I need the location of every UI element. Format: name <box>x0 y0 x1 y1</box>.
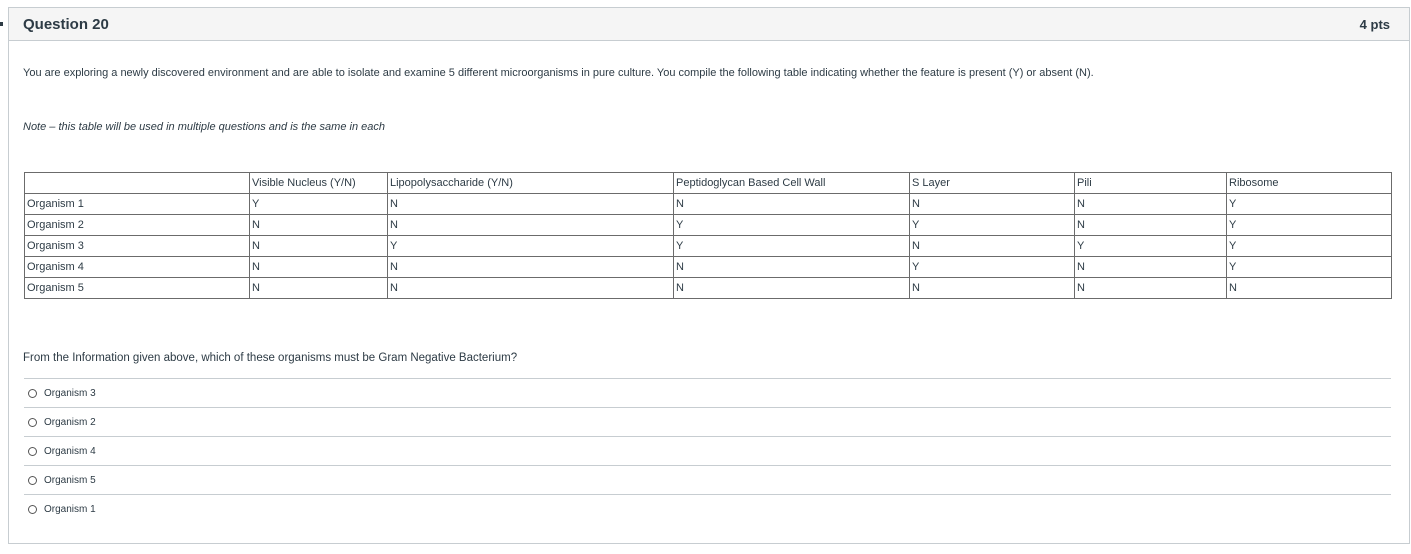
radio-button[interactable] <box>28 505 37 514</box>
feature-cell: N <box>250 215 388 236</box>
feature-cell: N <box>674 278 910 299</box>
question-intro: You are exploring a newly discovered environment and are able to isolate and examine 5 different microorganisms in pure culture. You compile the following table indicating whether the feature is present (Y) or absent (N). <box>23 67 1094 79</box>
feature-cell: N <box>388 278 674 299</box>
feature-cell: N <box>910 236 1075 257</box>
feature-cell: N <box>388 215 674 236</box>
table-header-cell: Visible Nucleus (Y/N) <box>250 173 388 194</box>
table-row <box>25 215 1392 236</box>
organism-name-cell: Organism 3 <box>25 236 250 257</box>
feature-cell: Y <box>910 215 1075 236</box>
table-row <box>25 236 1392 257</box>
answer-list <box>24 378 1391 523</box>
feature-cell: N <box>1075 215 1227 236</box>
feature-cell: Y <box>674 236 910 257</box>
feature-cell: N <box>388 257 674 278</box>
organism-table <box>24 172 1392 299</box>
table-header-cell: Ribosome <box>1227 173 1392 194</box>
feature-cell: N <box>674 194 910 215</box>
feature-cell: N <box>1075 194 1227 215</box>
feature-cell: Y <box>250 194 388 215</box>
table-header-row <box>25 173 1392 194</box>
feature-cell: Y <box>1075 236 1227 257</box>
feature-cell: N <box>910 194 1075 215</box>
organism-name-cell: Organism 2 <box>25 215 250 236</box>
organism-name-cell: Organism 5 <box>25 278 250 299</box>
feature-cell: Y <box>1227 215 1392 236</box>
feature-cell: N <box>388 194 674 215</box>
answer-option[interactable] <box>24 436 1391 465</box>
feature-cell: N <box>1227 278 1392 299</box>
table-header-cell: Pili <box>1075 173 1227 194</box>
radio-button[interactable] <box>28 418 37 427</box>
question-note: Note – this table will be used in multiple questions and is the same in each <box>23 121 385 133</box>
answer-label[interactable]: Organism 4 <box>44 445 96 457</box>
answer-label[interactable]: Organism 1 <box>44 503 96 515</box>
feature-cell: N <box>250 236 388 257</box>
organism-name-cell: Organism 4 <box>25 257 250 278</box>
feature-cell: Y <box>1227 257 1392 278</box>
question-points: 4 pts <box>1359 16 1390 32</box>
answer-label[interactable]: Organism 3 <box>44 387 96 399</box>
question-header <box>9 8 1409 41</box>
table-header-cell: Lipopolysaccharide (Y/N) <box>388 173 674 194</box>
answer-option[interactable] <box>24 465 1391 494</box>
radio-button[interactable] <box>28 476 37 485</box>
table-header-cell <box>25 173 250 194</box>
question-prompt: From the Information given above, which of these organisms must be Gram Negative Bacterium? <box>23 352 518 364</box>
answer-option[interactable] <box>24 378 1391 407</box>
feature-cell: N <box>674 257 910 278</box>
table-row <box>25 278 1392 299</box>
question-card <box>8 7 1410 544</box>
feature-cell: Y <box>388 236 674 257</box>
table-body <box>25 194 1392 299</box>
table-header-cell: Peptidoglycan Based Cell Wall <box>674 173 910 194</box>
organism-name-cell: Organism 1 <box>25 194 250 215</box>
feature-cell: N <box>250 257 388 278</box>
answer-option[interactable] <box>24 407 1391 436</box>
feature-cell: N <box>1075 257 1227 278</box>
feature-cell: Y <box>910 257 1075 278</box>
table-header-cell: S Layer <box>910 173 1075 194</box>
answer-label[interactable]: Organism 2 <box>44 416 96 428</box>
table-row <box>25 194 1392 215</box>
feature-cell: N <box>910 278 1075 299</box>
feature-cell: N <box>1075 278 1227 299</box>
radio-button[interactable] <box>28 447 37 456</box>
feature-cell: Y <box>1227 194 1392 215</box>
edge-marker <box>0 22 3 26</box>
feature-cell: Y <box>1227 236 1392 257</box>
question-title: Question 20 <box>23 15 109 33</box>
table-row <box>25 257 1392 278</box>
answer-label[interactable]: Organism 5 <box>44 474 96 486</box>
answer-option[interactable] <box>24 494 1391 523</box>
feature-cell: N <box>250 278 388 299</box>
feature-cell: Y <box>674 215 910 236</box>
radio-button[interactable] <box>28 389 37 398</box>
